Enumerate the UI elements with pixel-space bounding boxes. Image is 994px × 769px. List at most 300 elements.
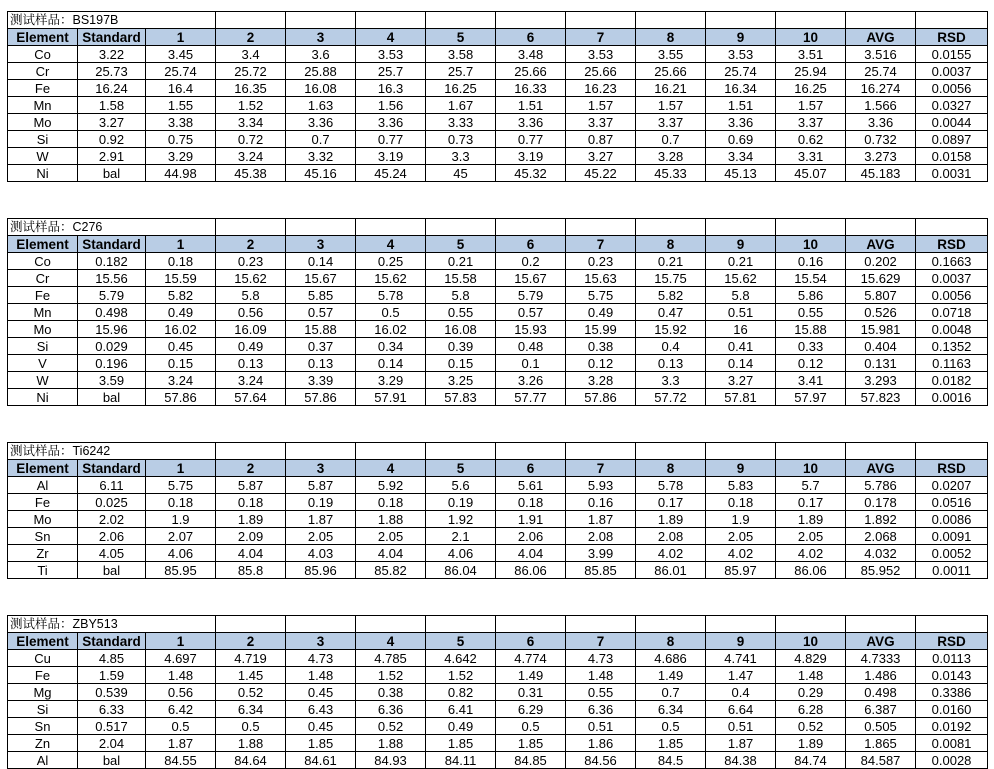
- column-header: 1: [146, 236, 216, 253]
- value-cell: 57.83: [426, 389, 496, 406]
- value-cell: 2.07: [146, 528, 216, 545]
- value-cell: 0.21: [426, 253, 496, 270]
- sample-title-row: [8, 616, 988, 633]
- column-header: 2: [216, 29, 286, 46]
- value-cell: 84.74: [776, 752, 846, 769]
- column-header: Standard: [78, 236, 146, 253]
- value-cell: 84.85: [496, 752, 566, 769]
- value-cell: 3.36: [496, 114, 566, 131]
- value-cell: 0.49: [146, 304, 216, 321]
- value-cell: 0.196: [78, 355, 146, 372]
- value-cell: 0.55: [776, 304, 846, 321]
- element-cell: Zr: [8, 545, 78, 562]
- table-row: [8, 545, 988, 562]
- value-cell: 2.02: [78, 511, 146, 528]
- value-cell: 4.73: [566, 650, 636, 667]
- value-cell: 0.0113: [916, 650, 988, 667]
- empty-cell: [916, 219, 988, 236]
- element-cell: Ni: [8, 165, 78, 182]
- value-cell: 5.7: [776, 477, 846, 494]
- value-cell: 0.0897: [916, 131, 988, 148]
- column-header: 7: [566, 236, 636, 253]
- value-cell: 16.33: [496, 80, 566, 97]
- value-cell: 0.34: [356, 338, 426, 355]
- value-cell: 16.3: [356, 80, 426, 97]
- value-cell: 0.4: [706, 684, 776, 701]
- value-cell: 0.0037: [916, 270, 988, 287]
- value-cell: 0.29: [776, 684, 846, 701]
- value-cell: 45: [426, 165, 496, 182]
- value-cell: 15.93: [496, 321, 566, 338]
- value-cell: 3.37: [636, 114, 706, 131]
- value-cell: 84.587: [846, 752, 916, 769]
- element-cell: Cr: [8, 63, 78, 80]
- value-cell: bal: [78, 389, 146, 406]
- element-cell: Si: [8, 338, 78, 355]
- value-cell: 5.8: [216, 287, 286, 304]
- value-cell: 15.75: [636, 270, 706, 287]
- column-header: Standard: [78, 29, 146, 46]
- value-cell: 44.98: [146, 165, 216, 182]
- column-header: 5: [426, 236, 496, 253]
- table-row: [8, 752, 988, 769]
- value-cell: 57.86: [146, 389, 216, 406]
- value-cell: 3.29: [356, 372, 426, 389]
- table-row: [8, 114, 988, 131]
- value-cell: 3.99: [566, 545, 636, 562]
- value-cell: 85.82: [356, 562, 426, 579]
- column-header: 6: [496, 633, 566, 650]
- value-cell: 0.77: [356, 131, 426, 148]
- column-header: Standard: [78, 633, 146, 650]
- value-cell: 3.273: [846, 148, 916, 165]
- column-header: 10: [776, 633, 846, 650]
- value-cell: 2.08: [636, 528, 706, 545]
- column-header: AVG: [846, 633, 916, 650]
- value-cell: 57.77: [496, 389, 566, 406]
- column-header: Element: [8, 29, 78, 46]
- empty-cell: [356, 219, 426, 236]
- value-cell: 1.52: [216, 97, 286, 114]
- table-row: [8, 511, 988, 528]
- value-cell: 45.07: [776, 165, 846, 182]
- value-cell: 3.27: [706, 372, 776, 389]
- value-cell: 4.02: [706, 545, 776, 562]
- value-cell: 25.7: [426, 63, 496, 80]
- sample-table: [7, 11, 988, 182]
- empty-cell: [496, 12, 566, 29]
- element-cell: Cu: [8, 650, 78, 667]
- column-header: 5: [426, 633, 496, 650]
- column-header: 5: [426, 29, 496, 46]
- sample-title: 测试样品：C276: [8, 219, 216, 236]
- value-cell: 0.12: [566, 355, 636, 372]
- empty-cell: [846, 219, 916, 236]
- value-cell: 45.38: [216, 165, 286, 182]
- value-cell: 0.517: [78, 718, 146, 735]
- value-cell: 0.73: [426, 131, 496, 148]
- element-cell: Ti: [8, 562, 78, 579]
- value-cell: 3.53: [356, 46, 426, 63]
- value-cell: 5.85: [286, 287, 356, 304]
- table-row: [8, 562, 988, 579]
- value-cell: 16.4: [146, 80, 216, 97]
- value-cell: 0.23: [216, 253, 286, 270]
- value-cell: 15.99: [566, 321, 636, 338]
- value-cell: 25.73: [78, 63, 146, 80]
- value-cell: 15.58: [426, 270, 496, 287]
- value-cell: 1.88: [216, 735, 286, 752]
- value-cell: 25.74: [706, 63, 776, 80]
- value-cell: 6.64: [706, 701, 776, 718]
- value-cell: 4.697: [146, 650, 216, 667]
- value-cell: 0.539: [78, 684, 146, 701]
- value-cell: 0.69: [706, 131, 776, 148]
- value-cell: 3.37: [566, 114, 636, 131]
- value-cell: 1.48: [566, 667, 636, 684]
- empty-cell: [776, 12, 846, 29]
- table-row: [8, 372, 988, 389]
- value-cell: 0.14: [286, 253, 356, 270]
- value-cell: 1.87: [286, 511, 356, 528]
- column-header: 6: [496, 236, 566, 253]
- empty-cell: [706, 616, 776, 633]
- empty-cell: [286, 219, 356, 236]
- value-cell: 16.25: [776, 80, 846, 97]
- empty-cell: [846, 12, 916, 29]
- value-cell: 15.62: [706, 270, 776, 287]
- value-cell: 0.33: [776, 338, 846, 355]
- value-cell: 0.55: [566, 684, 636, 701]
- column-header: 4: [356, 29, 426, 46]
- value-cell: 16.24: [78, 80, 146, 97]
- value-cell: 16.21: [636, 80, 706, 97]
- value-cell: 15.63: [566, 270, 636, 287]
- value-cell: 0.51: [706, 304, 776, 321]
- value-cell: 1.57: [636, 97, 706, 114]
- value-cell: 0.5: [496, 718, 566, 735]
- value-cell: 1.49: [636, 667, 706, 684]
- value-cell: 3.25: [426, 372, 496, 389]
- value-cell: 15.629: [846, 270, 916, 287]
- value-cell: 0.45: [286, 684, 356, 701]
- value-cell: bal: [78, 752, 146, 769]
- value-cell: 3.33: [426, 114, 496, 131]
- table-row: [8, 148, 988, 165]
- value-cell: 3.36: [356, 114, 426, 131]
- value-cell: 2.1: [426, 528, 496, 545]
- value-cell: 3.22: [78, 46, 146, 63]
- value-cell: 4.02: [636, 545, 706, 562]
- sample-title: 测试样品：BS197B: [8, 12, 216, 29]
- header-row: [8, 633, 988, 650]
- column-header: 8: [636, 29, 706, 46]
- value-cell: 0.5: [636, 718, 706, 735]
- value-cell: 2.05: [356, 528, 426, 545]
- value-cell: 1.63: [286, 97, 356, 114]
- value-cell: 0.18: [146, 253, 216, 270]
- value-cell: 3.36: [286, 114, 356, 131]
- value-cell: 25.74: [846, 63, 916, 80]
- value-cell: 84.64: [216, 752, 286, 769]
- value-cell: 0.75: [146, 131, 216, 148]
- value-cell: 0.0158: [916, 148, 988, 165]
- element-cell: Sn: [8, 718, 78, 735]
- sample-table: [7, 218, 988, 406]
- value-cell: 0.15: [146, 355, 216, 372]
- value-cell: 0.56: [146, 684, 216, 701]
- value-cell: 3.3: [426, 148, 496, 165]
- value-cell: 2.05: [286, 528, 356, 545]
- column-header: 8: [636, 460, 706, 477]
- value-cell: 16.02: [356, 321, 426, 338]
- value-cell: 3.28: [566, 372, 636, 389]
- value-cell: 15.88: [776, 321, 846, 338]
- value-cell: 0.0081: [916, 735, 988, 752]
- column-header: RSD: [916, 633, 988, 650]
- sample-title-row: [8, 443, 988, 460]
- table-row: [8, 355, 988, 372]
- value-cell: 1.566: [846, 97, 916, 114]
- column-header: 10: [776, 460, 846, 477]
- column-header: AVG: [846, 460, 916, 477]
- value-cell: 0.18: [706, 494, 776, 511]
- value-cell: 1.58: [78, 97, 146, 114]
- empty-cell: [356, 12, 426, 29]
- column-header: 5: [426, 460, 496, 477]
- value-cell: 1.48: [776, 667, 846, 684]
- column-header: Element: [8, 633, 78, 650]
- value-cell: 2.91: [78, 148, 146, 165]
- value-cell: 1.85: [636, 735, 706, 752]
- column-header: 7: [566, 29, 636, 46]
- value-cell: 3.27: [566, 148, 636, 165]
- empty-cell: [776, 616, 846, 633]
- value-cell: 15.56: [78, 270, 146, 287]
- column-header: 3: [286, 460, 356, 477]
- value-cell: 0.37: [286, 338, 356, 355]
- value-cell: 5.75: [146, 477, 216, 494]
- value-cell: 1.56: [356, 97, 426, 114]
- value-cell: 5.82: [146, 287, 216, 304]
- value-cell: 85.95: [146, 562, 216, 579]
- value-cell: 25.72: [216, 63, 286, 80]
- value-cell: 0.18: [356, 494, 426, 511]
- value-cell: 0.57: [286, 304, 356, 321]
- column-header: 10: [776, 236, 846, 253]
- value-cell: 3.19: [496, 148, 566, 165]
- column-header: 9: [706, 460, 776, 477]
- empty-cell: [286, 443, 356, 460]
- value-cell: 57.81: [706, 389, 776, 406]
- value-cell: 45.16: [286, 165, 356, 182]
- value-cell: 3.48: [496, 46, 566, 63]
- value-cell: 1.91: [496, 511, 566, 528]
- value-cell: 0.38: [566, 338, 636, 355]
- value-cell: 3.36: [706, 114, 776, 131]
- empty-cell: [916, 616, 988, 633]
- element-cell: Zn: [8, 735, 78, 752]
- table-row: [8, 735, 988, 752]
- value-cell: 1.59: [78, 667, 146, 684]
- value-cell: 15.67: [496, 270, 566, 287]
- column-header: 9: [706, 633, 776, 650]
- sample-table: [7, 615, 988, 769]
- value-cell: 6.387: [846, 701, 916, 718]
- value-cell: 3.55: [636, 46, 706, 63]
- value-cell: 3.41: [776, 372, 846, 389]
- value-cell: 0.1663: [916, 253, 988, 270]
- value-cell: 1.51: [706, 97, 776, 114]
- value-cell: 45.13: [706, 165, 776, 182]
- column-header: 4: [356, 236, 426, 253]
- value-cell: 2.06: [496, 528, 566, 545]
- value-cell: 25.66: [496, 63, 566, 80]
- value-cell: 3.32: [286, 148, 356, 165]
- value-cell: 25.94: [776, 63, 846, 80]
- value-cell: 3.19: [356, 148, 426, 165]
- value-cell: 0.0207: [916, 477, 988, 494]
- value-cell: 3.34: [706, 148, 776, 165]
- value-cell: 5.8: [706, 287, 776, 304]
- value-cell: 2.05: [776, 528, 846, 545]
- element-cell: W: [8, 372, 78, 389]
- value-cell: 3.516: [846, 46, 916, 63]
- value-cell: 3.29: [146, 148, 216, 165]
- value-cell: 1.88: [356, 511, 426, 528]
- value-cell: 57.91: [356, 389, 426, 406]
- table-row: [8, 287, 988, 304]
- value-cell: 0.732: [846, 131, 916, 148]
- value-cell: 0.21: [706, 253, 776, 270]
- column-header: 2: [216, 633, 286, 650]
- table-row: [8, 650, 988, 667]
- column-header: RSD: [916, 236, 988, 253]
- table-row: [8, 338, 988, 355]
- value-cell: 1.48: [146, 667, 216, 684]
- table-row: [8, 389, 988, 406]
- value-cell: 0.0086: [916, 511, 988, 528]
- column-header: RSD: [916, 29, 988, 46]
- column-header: 6: [496, 460, 566, 477]
- value-cell: 1.87: [706, 735, 776, 752]
- value-cell: 0.77: [496, 131, 566, 148]
- value-cell: 15.62: [216, 270, 286, 287]
- value-cell: 0.505: [846, 718, 916, 735]
- value-cell: 0.56: [216, 304, 286, 321]
- value-cell: 85.97: [706, 562, 776, 579]
- value-cell: 0.0155: [916, 46, 988, 63]
- value-cell: 57.823: [846, 389, 916, 406]
- value-cell: 86.01: [636, 562, 706, 579]
- empty-cell: [636, 219, 706, 236]
- value-cell: 2.09: [216, 528, 286, 545]
- value-cell: 0.0327: [916, 97, 988, 114]
- value-cell: 0.51: [706, 718, 776, 735]
- value-cell: 1.51: [496, 97, 566, 114]
- empty-cell: [636, 12, 706, 29]
- value-cell: 0.18: [146, 494, 216, 511]
- value-cell: 0.5: [356, 304, 426, 321]
- value-cell: 3.293: [846, 372, 916, 389]
- column-header: 4: [356, 633, 426, 650]
- empty-cell: [496, 443, 566, 460]
- value-cell: 0.1352: [916, 338, 988, 355]
- table-row: [8, 131, 988, 148]
- header-row: [8, 460, 988, 477]
- value-cell: 3.24: [216, 372, 286, 389]
- sample-title: 测试样品：Ti6242: [8, 443, 216, 460]
- value-cell: 1.89: [636, 511, 706, 528]
- element-cell: Fe: [8, 287, 78, 304]
- value-cell: 6.34: [216, 701, 286, 718]
- value-cell: 0.498: [78, 304, 146, 321]
- value-cell: 4.785: [356, 650, 426, 667]
- value-cell: 1.55: [146, 97, 216, 114]
- value-cell: 15.62: [356, 270, 426, 287]
- value-cell: 0.0011: [916, 562, 988, 579]
- empty-cell: [356, 616, 426, 633]
- empty-cell: [566, 443, 636, 460]
- element-cell: Mn: [8, 97, 78, 114]
- value-cell: 0.0056: [916, 80, 988, 97]
- value-cell: 1.87: [146, 735, 216, 752]
- value-cell: 45.33: [636, 165, 706, 182]
- value-cell: 4.04: [496, 545, 566, 562]
- value-cell: 0.39: [426, 338, 496, 355]
- value-cell: 84.56: [566, 752, 636, 769]
- value-cell: 1.52: [356, 667, 426, 684]
- value-cell: 2.06: [78, 528, 146, 545]
- value-cell: 0.48: [496, 338, 566, 355]
- value-cell: 0.0044: [916, 114, 988, 131]
- column-header: 1: [146, 29, 216, 46]
- value-cell: 0.7: [636, 684, 706, 701]
- value-cell: 15.92: [636, 321, 706, 338]
- table-row: [8, 80, 988, 97]
- value-cell: 6.28: [776, 701, 846, 718]
- value-cell: 2.08: [566, 528, 636, 545]
- value-cell: 5.75: [566, 287, 636, 304]
- value-cell: 85.96: [286, 562, 356, 579]
- value-cell: 15.59: [146, 270, 216, 287]
- value-cell: 0.62: [776, 131, 846, 148]
- value-cell: 0.025: [78, 494, 146, 511]
- value-cell: 1.85: [286, 735, 356, 752]
- value-cell: 5.786: [846, 477, 916, 494]
- element-cell: Al: [8, 752, 78, 769]
- value-cell: 5.82: [636, 287, 706, 304]
- block-spacer: [7, 182, 987, 218]
- value-cell: 57.86: [286, 389, 356, 406]
- value-cell: 0.0143: [916, 667, 988, 684]
- value-cell: 0.4: [636, 338, 706, 355]
- value-cell: bal: [78, 562, 146, 579]
- empty-cell: [636, 616, 706, 633]
- value-cell: 1.57: [776, 97, 846, 114]
- empty-cell: [706, 12, 776, 29]
- value-cell: 0.19: [426, 494, 496, 511]
- value-cell: 1.87: [566, 511, 636, 528]
- empty-cell: [566, 616, 636, 633]
- value-cell: 0.52: [776, 718, 846, 735]
- value-cell: 86.06: [776, 562, 846, 579]
- value-cell: 4.03: [286, 545, 356, 562]
- column-header: 4: [356, 460, 426, 477]
- element-cell: Si: [8, 131, 78, 148]
- table-row: [8, 321, 988, 338]
- value-cell: 16.09: [216, 321, 286, 338]
